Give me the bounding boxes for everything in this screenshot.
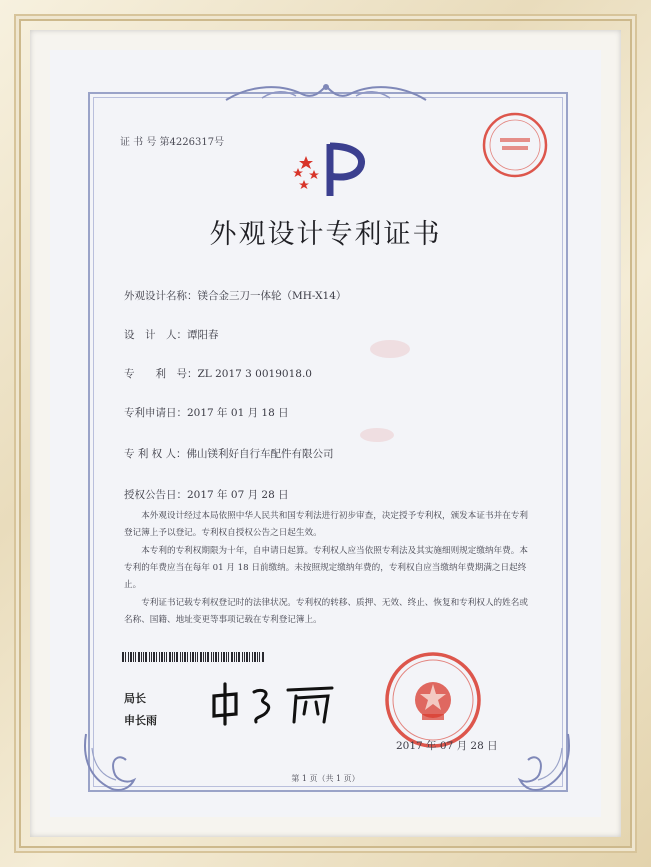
field-value: 佛山镁利好自行车配件有限公司 xyxy=(186,448,334,460)
field-label: 专利申请日： xyxy=(124,407,187,419)
certificate-number: 证 书 号 第4226317号 xyxy=(120,137,225,148)
barcode-bar xyxy=(133,652,134,662)
director-title: 局长 xyxy=(124,692,146,705)
barcode-bar xyxy=(211,652,212,662)
barcode-bar xyxy=(228,652,229,662)
body-paragraph: 本专利的专利权期限为十年，自申请日起算。专利权人应当依照专利法及其实施细则规定缴纳年费。本专利的年费应当在每年 01 月 18 日前缴纳。未按照规定缴纳年费的，专利权自应当缴纳年费期满之日起终止。 xyxy=(124,546,528,590)
barcode-bar xyxy=(161,652,163,662)
certificate-body xyxy=(124,508,528,630)
national-ip-seal-icon xyxy=(366,648,500,748)
barcode-bar xyxy=(159,652,160,662)
barcode-bar xyxy=(130,652,132,662)
barcode-bar xyxy=(145,652,147,662)
field-label: 外观设计名称： xyxy=(124,290,198,302)
field-value: 谭阳春 xyxy=(187,329,219,341)
barcode-bar xyxy=(135,652,136,662)
barcode-bar xyxy=(234,652,235,662)
barcode-bar xyxy=(176,652,178,662)
seal-date: 2017 年 07 月 28 日 xyxy=(396,740,498,752)
field-value: ZL 2017 3 0019018.0 xyxy=(197,368,312,380)
field-design-name xyxy=(124,288,346,303)
barcode-bar xyxy=(192,652,194,662)
barcode-bar xyxy=(249,652,250,662)
field-label: 授权公告日： xyxy=(124,489,187,501)
paper-stain xyxy=(360,428,394,442)
field-label: 专 利 号： xyxy=(124,368,198,380)
barcode-bar xyxy=(218,652,219,662)
barcode-bar xyxy=(182,652,183,662)
barcode-bar xyxy=(252,652,253,662)
field-value: 镁合金三刀一体轮（MH-X14） xyxy=(197,290,347,302)
barcode-icon xyxy=(122,652,264,662)
field-label: 设 计 人： xyxy=(124,329,187,341)
barcode-bar xyxy=(195,652,196,662)
barcode-bar xyxy=(242,652,243,662)
barcode-bar xyxy=(164,652,165,662)
barcode-bar xyxy=(246,652,248,662)
barcode-bar xyxy=(190,652,191,662)
barcode-bar xyxy=(231,652,233,662)
bottom-right-ornament xyxy=(514,728,574,798)
field-designer xyxy=(124,327,219,342)
barcode-bar xyxy=(141,652,142,662)
barcode-bar xyxy=(207,652,209,662)
body-paragraph: 本外观设计经过本局依照中华人民共和国专利法进行初步审查，决定授予专利权，颁发本证书并在专利登记簿上予以登记。专利权自授权公告之日起生效。 xyxy=(124,511,528,538)
barcode-bar xyxy=(184,652,186,662)
barcode-bar xyxy=(257,652,258,662)
field-grant-date xyxy=(124,487,289,502)
barcode-bar xyxy=(174,652,175,662)
barcode-bar xyxy=(213,652,214,662)
agency-seal-icon xyxy=(480,110,550,180)
barcode-bar xyxy=(254,652,256,662)
barcode-bar xyxy=(215,652,217,662)
field-patentee xyxy=(124,446,334,461)
barcode-bar xyxy=(244,652,245,662)
barcode-bar xyxy=(259,652,260,662)
barcode-bar xyxy=(172,652,173,662)
barcode-bar xyxy=(238,652,240,662)
body-paragraph: 专利证书记载专利权登记时的法律状况。专利权的转移、质押、无效、终止、恢复和专利权人的姓名或名称、国籍、地址变更等事项记载在专利登记簿上。 xyxy=(124,598,528,625)
barcode-bar xyxy=(197,652,198,662)
barcode-bar xyxy=(151,652,152,662)
barcode-bar xyxy=(262,652,264,662)
field-label: 专 利 权 人： xyxy=(124,448,187,460)
field-value: 2017 年 07 月 28 日 xyxy=(187,489,289,501)
certificate-title: 外观设计专利证书 xyxy=(209,219,442,250)
field-application-date xyxy=(124,405,289,420)
barcode-bar xyxy=(166,652,167,662)
barcode-bar xyxy=(122,652,124,662)
barcode-bar xyxy=(125,652,126,662)
barcode-bar xyxy=(156,652,157,662)
paper-stain xyxy=(370,340,410,358)
barcode-bar xyxy=(128,652,129,662)
field-value: 2017 年 01 月 18 日 xyxy=(187,407,289,419)
barcode-bar xyxy=(221,652,222,662)
page-number: 第 1 页（共 1 页） xyxy=(291,774,360,783)
patent-office-logo-icon xyxy=(284,140,374,200)
barcode-bar xyxy=(143,652,144,662)
director-signature xyxy=(206,678,346,728)
barcode-bar xyxy=(200,652,202,662)
barcode-bar xyxy=(153,652,155,662)
top-ornament xyxy=(222,80,430,106)
bottom-left-ornament xyxy=(80,728,140,798)
barcode-bar xyxy=(226,652,227,662)
barcode-bar xyxy=(205,652,206,662)
barcode-bar xyxy=(138,652,140,662)
barcode-bar xyxy=(187,652,188,662)
barcode-bar xyxy=(169,652,171,662)
director-subtitle: 申长雨 xyxy=(124,714,157,727)
barcode-bar xyxy=(223,652,225,662)
barcode-bar xyxy=(180,652,181,662)
barcode-bar xyxy=(203,652,204,662)
barcode-bar xyxy=(149,652,150,662)
barcode-bar xyxy=(236,652,237,662)
field-patent-number xyxy=(124,366,312,381)
